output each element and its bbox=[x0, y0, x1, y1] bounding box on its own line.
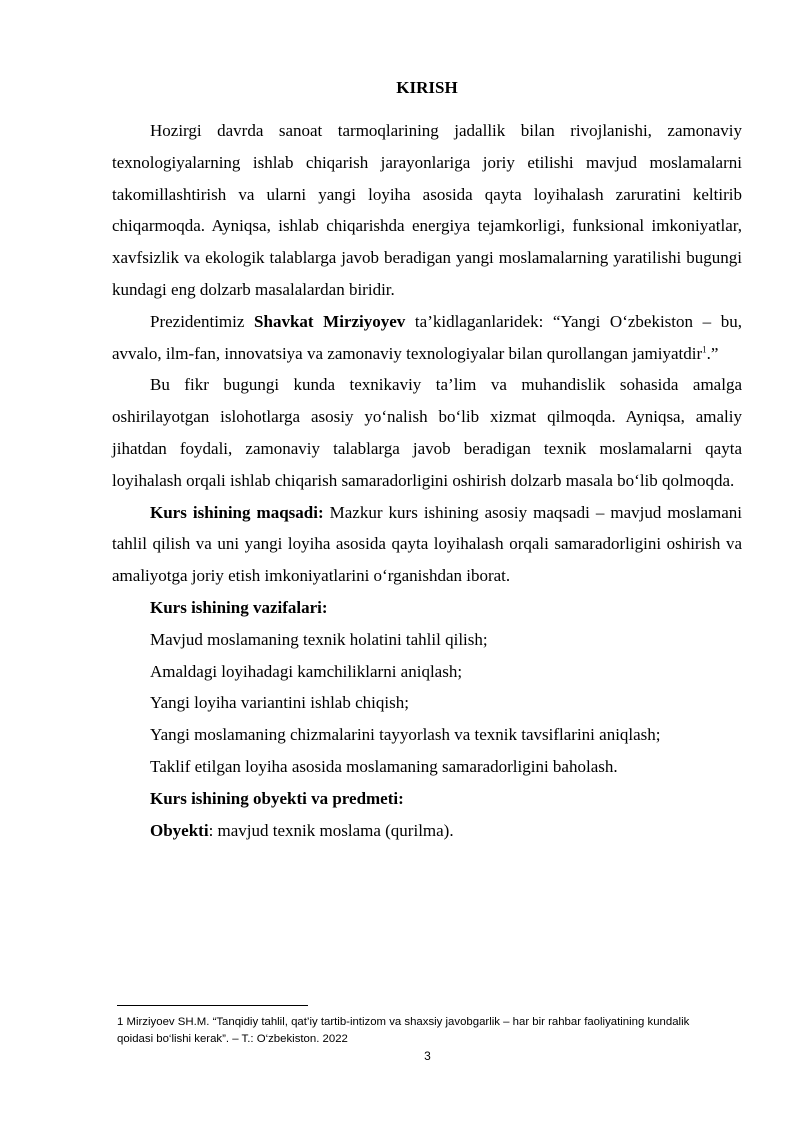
quote-text: ta’kidlaganlaridek: “Yangi O‘zbekiston – bu, avvalo, ilm-fan, innovatsiya va zamonaviy texnologiyalar bilan qurollangan jamiyatdir bbox=[112, 311, 742, 363]
tasks-heading: Kurs ishining vazifalari: bbox=[150, 597, 328, 617]
quote-end: .” bbox=[706, 343, 719, 363]
task-item: Taklif etilgan loyiha asosida moslamaning samaradorligini baholash. bbox=[150, 756, 618, 776]
intro-paragraph: Hozirgi davrda sanoat tarmoqlarining jadallik bilan rivojlanishi, zamonaviy texnologiyalarning ishlab chiqarish jarayonlariga joriy etilishi mavjud moslamalarni takomillashtirish va ularni yangi loyiha asosida qayta loyihalash zaruratini keltirib chiqarmoqda. Ayniqsa, ishlab chiqarishda energiya tejamkorligi, funksional imkoniyatlar, xavfsizlik va ekologik talablarga javob beradigan yangi moslamalarning yaratilishi bugungi kundagi eng dolzarb masalalardan biridir. bbox=[112, 121, 742, 299]
task-item: Amaldagi loyihadagi kamchiliklarni aniqlash; bbox=[150, 661, 463, 681]
goal-paragraph bbox=[112, 497, 742, 592]
object-label: Obyekti bbox=[150, 820, 209, 840]
task-item: Yangi moslamaning chizmalarini tayyorlash va texnik tavsiflarini aniqlash; bbox=[150, 725, 661, 745]
page-number: 3 bbox=[424, 1049, 431, 1063]
goal-label: Kurs ishining maqsadi: bbox=[150, 502, 324, 522]
footnote: 1 Mirziyoev SH.M. “Tanqidiy tahlil, qat’iy tartib-intizom va shaxsiy javobgarlik – har bir rahbar faoliyatining kundalik qoidasi bo‘lishi kerak”. – T.: O‘zbekiston. 2022 bbox=[117, 1016, 690, 1045]
task-item: Mavjud moslamaning texnik holatini tahlil qilish; bbox=[150, 629, 488, 649]
footnote-ref[interactable]: 1 bbox=[702, 343, 707, 354]
object-heading: Kurs ishining obyekti va predmeti: bbox=[150, 788, 404, 808]
goal-text: Mazkur kurs ishining asosiy maqsadi – mavjud moslamani tahlil qilish va uni yangi loyiha asosida qayta loyihalash orqali samaradorligini oshirish va amaliyotga joriy etish imkoniyatlarini o‘rganishdan iborat. bbox=[112, 502, 742, 586]
object-text: : mavjud texnik moslama (qurilma). bbox=[208, 820, 454, 840]
quote-paragraph bbox=[112, 306, 742, 370]
quote-lead: Prezidentimiz bbox=[150, 311, 255, 331]
footnote-separator bbox=[117, 1005, 308, 1006]
task-item: Yangi loyiha variantini ishlab chiqish; bbox=[150, 693, 409, 713]
page-title: KIRISH bbox=[396, 78, 458, 97]
reform-paragraph: Bu fikr bugungi kunda texnikaviy ta’lim va muhandislik sohasida amalga oshirilayotgan islohotlarga asosiy yo‘nalish bo‘lib xizmat qilmoqda. Ayniqsa, amaliy jihatdan foydali, zamonaviy talablarga javob beradigan texnik moslamalarni qayta loyihalash orqali ishlab chiqarish samaradorligini oshirish dolzarb masala bo‘lib qolmoqda. bbox=[112, 375, 742, 490]
president-name: Shavkat Mirziyoyev bbox=[254, 311, 406, 331]
body-text bbox=[112, 115, 742, 846]
object-line bbox=[112, 815, 742, 847]
